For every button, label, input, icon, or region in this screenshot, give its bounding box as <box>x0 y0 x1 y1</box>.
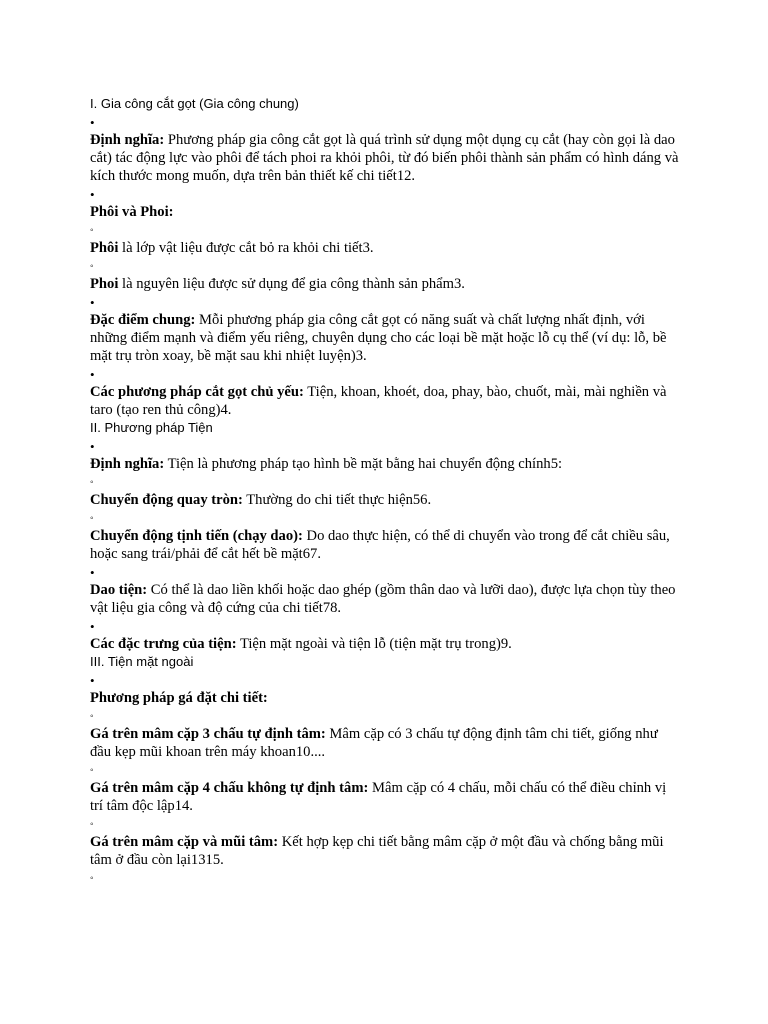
circle-bullet-icon: ◦ <box>90 225 94 236</box>
paragraph-text: Do dao thực hiện, có thể di chuyển vào trong để cắt chiều sâu, hoặc sang trái/phải để cắt hết bề mặt67. <box>90 528 670 562</box>
paragraph <box>90 779 682 815</box>
paragraph-term: Chuyển động quay tròn: <box>90 492 243 508</box>
bullet-icon: • <box>90 673 95 688</box>
paragraph-text: Mâm cặp có 3 chấu tự động định tâm chi tiết, giống như đầu kẹp mũi khoan trên máy khoan10.... <box>90 726 658 760</box>
paragraph-term: Phôi <box>90 240 119 256</box>
paragraph <box>90 635 682 653</box>
paragraph <box>90 491 682 509</box>
paragraph-term: Gá trên mâm cặp 3 chấu tự định tâm: <box>90 726 326 742</box>
circle-bullet-icon: ◦ <box>90 477 94 488</box>
paragraph-term: Phoi <box>90 276 119 292</box>
bullet-icon: • <box>90 367 95 382</box>
paragraph <box>90 527 682 563</box>
paragraph-text: Tiện, khoan, khoét, doa, phay, bào, chuốt, mài, mài nghiền và taro (tạo ren thủ công)4. <box>90 384 667 418</box>
paragraph-text: Thường do chi tiết thực hiện56. <box>242 492 432 508</box>
paragraph-term: Định nghĩa: <box>90 456 165 472</box>
paragraph-text: Tiện mặt ngoài và tiện lỗ (tiện mặt trụ trong)9. <box>236 636 512 652</box>
section-heading: I. Gia công cắt gọt (Gia công chung) <box>90 96 299 111</box>
paragraph <box>90 455 682 473</box>
paragraph <box>90 689 682 707</box>
paragraph-term: Các đặc trưng của tiện: <box>90 636 237 652</box>
bullet-icon: • <box>90 619 95 634</box>
paragraph-term: Dao tiện: <box>90 582 148 598</box>
paragraph <box>90 311 682 365</box>
paragraph-term: Phương pháp gá đặt chi tiết: <box>90 690 268 706</box>
paragraph-text: Tiện là phương pháp tạo hình bề mặt bằng hai chuyển động chính5: <box>164 456 563 472</box>
bullet-icon: • <box>90 439 95 454</box>
paragraph-term: Gá trên mâm cặp 4 chấu không tự định tâm: <box>90 780 369 796</box>
paragraph-text: Có thể là dao liền khối hoặc dao ghép (gồm thân dao và lưỡi dao), được lựa chọn tùy theo vật liệu gia công và độ cứng của chi tiết78. <box>90 582 676 616</box>
paragraph-text: Phương pháp gia công cắt gọt là quá trình sử dụng một dụng cụ cắt (hay còn gọi là dao cắt) tác động lực vào phôi để tách phoi ra khỏi phôi, từ đó biến phôi thành sản phẩm có hình dáng và kích thước mong muốn, dựa trên bản thiết kế chi tiết12. <box>90 132 679 184</box>
paragraph-term: Chuyển động tịnh tiến (chạy dao): <box>90 528 303 544</box>
paragraph-text: là lớp vật liệu được cắt bỏ ra khỏi chi tiết3. <box>118 240 374 256</box>
paragraph <box>90 383 682 419</box>
section-heading: III. Tiện mặt ngoài <box>90 654 194 669</box>
circle-bullet-icon: ◦ <box>90 513 94 524</box>
bullet-icon: • <box>90 187 95 202</box>
section-heading: II. Phương pháp Tiện <box>90 420 213 435</box>
circle-bullet-icon: ◦ <box>90 819 94 830</box>
paragraph <box>90 725 682 761</box>
paragraph <box>90 239 682 257</box>
paragraph <box>90 833 682 869</box>
paragraph-text: Mâm cặp có 4 chấu, mỗi chấu có thể điều chỉnh vị trí tâm độc lập14. <box>90 780 667 814</box>
paragraph <box>90 131 682 185</box>
paragraph-text: là nguyên liệu được sử dụng để gia công thành sản phẩm3. <box>118 276 465 292</box>
paragraph-text: Kết hợp kẹp chi tiết bằng mâm cặp ở một đầu và chống bằng mũi tâm ở đầu còn lại1315. <box>90 834 664 868</box>
paragraph-term: Gá trên mâm cặp và mũi tâm: <box>90 834 279 850</box>
paragraph <box>90 275 682 293</box>
paragraph-term: Các phương pháp cắt gọt chủ yếu: <box>90 384 304 400</box>
paragraph <box>90 581 682 617</box>
bullet-icon: • <box>90 565 95 580</box>
paragraph <box>90 203 682 221</box>
paragraph-term: Phôi và Phoi: <box>90 204 174 220</box>
document-page <box>90 96 682 887</box>
bullet-icon: • <box>90 295 95 310</box>
paragraph-term: Định nghĩa: <box>90 132 165 148</box>
circle-bullet-icon: ◦ <box>90 711 94 722</box>
paragraph-term: Đặc điểm chung: <box>90 312 196 328</box>
circle-bullet-icon: ◦ <box>90 873 94 884</box>
paragraph-text: Mỗi phương pháp gia công cắt gọt có năng suất và chất lượng nhất định, với những điểm mạnh và điểm yếu riêng, chuyên dụng cho các loại bề mặt hoặc lỗ cụ thể (ví dụ: lỗ, bề mặt trụ tròn xoay, bề mặt sau khi nhiệt luyện)3. <box>90 312 667 364</box>
circle-bullet-icon: ◦ <box>90 765 94 776</box>
bullet-icon: • <box>90 115 95 130</box>
circle-bullet-icon: ◦ <box>90 261 94 272</box>
